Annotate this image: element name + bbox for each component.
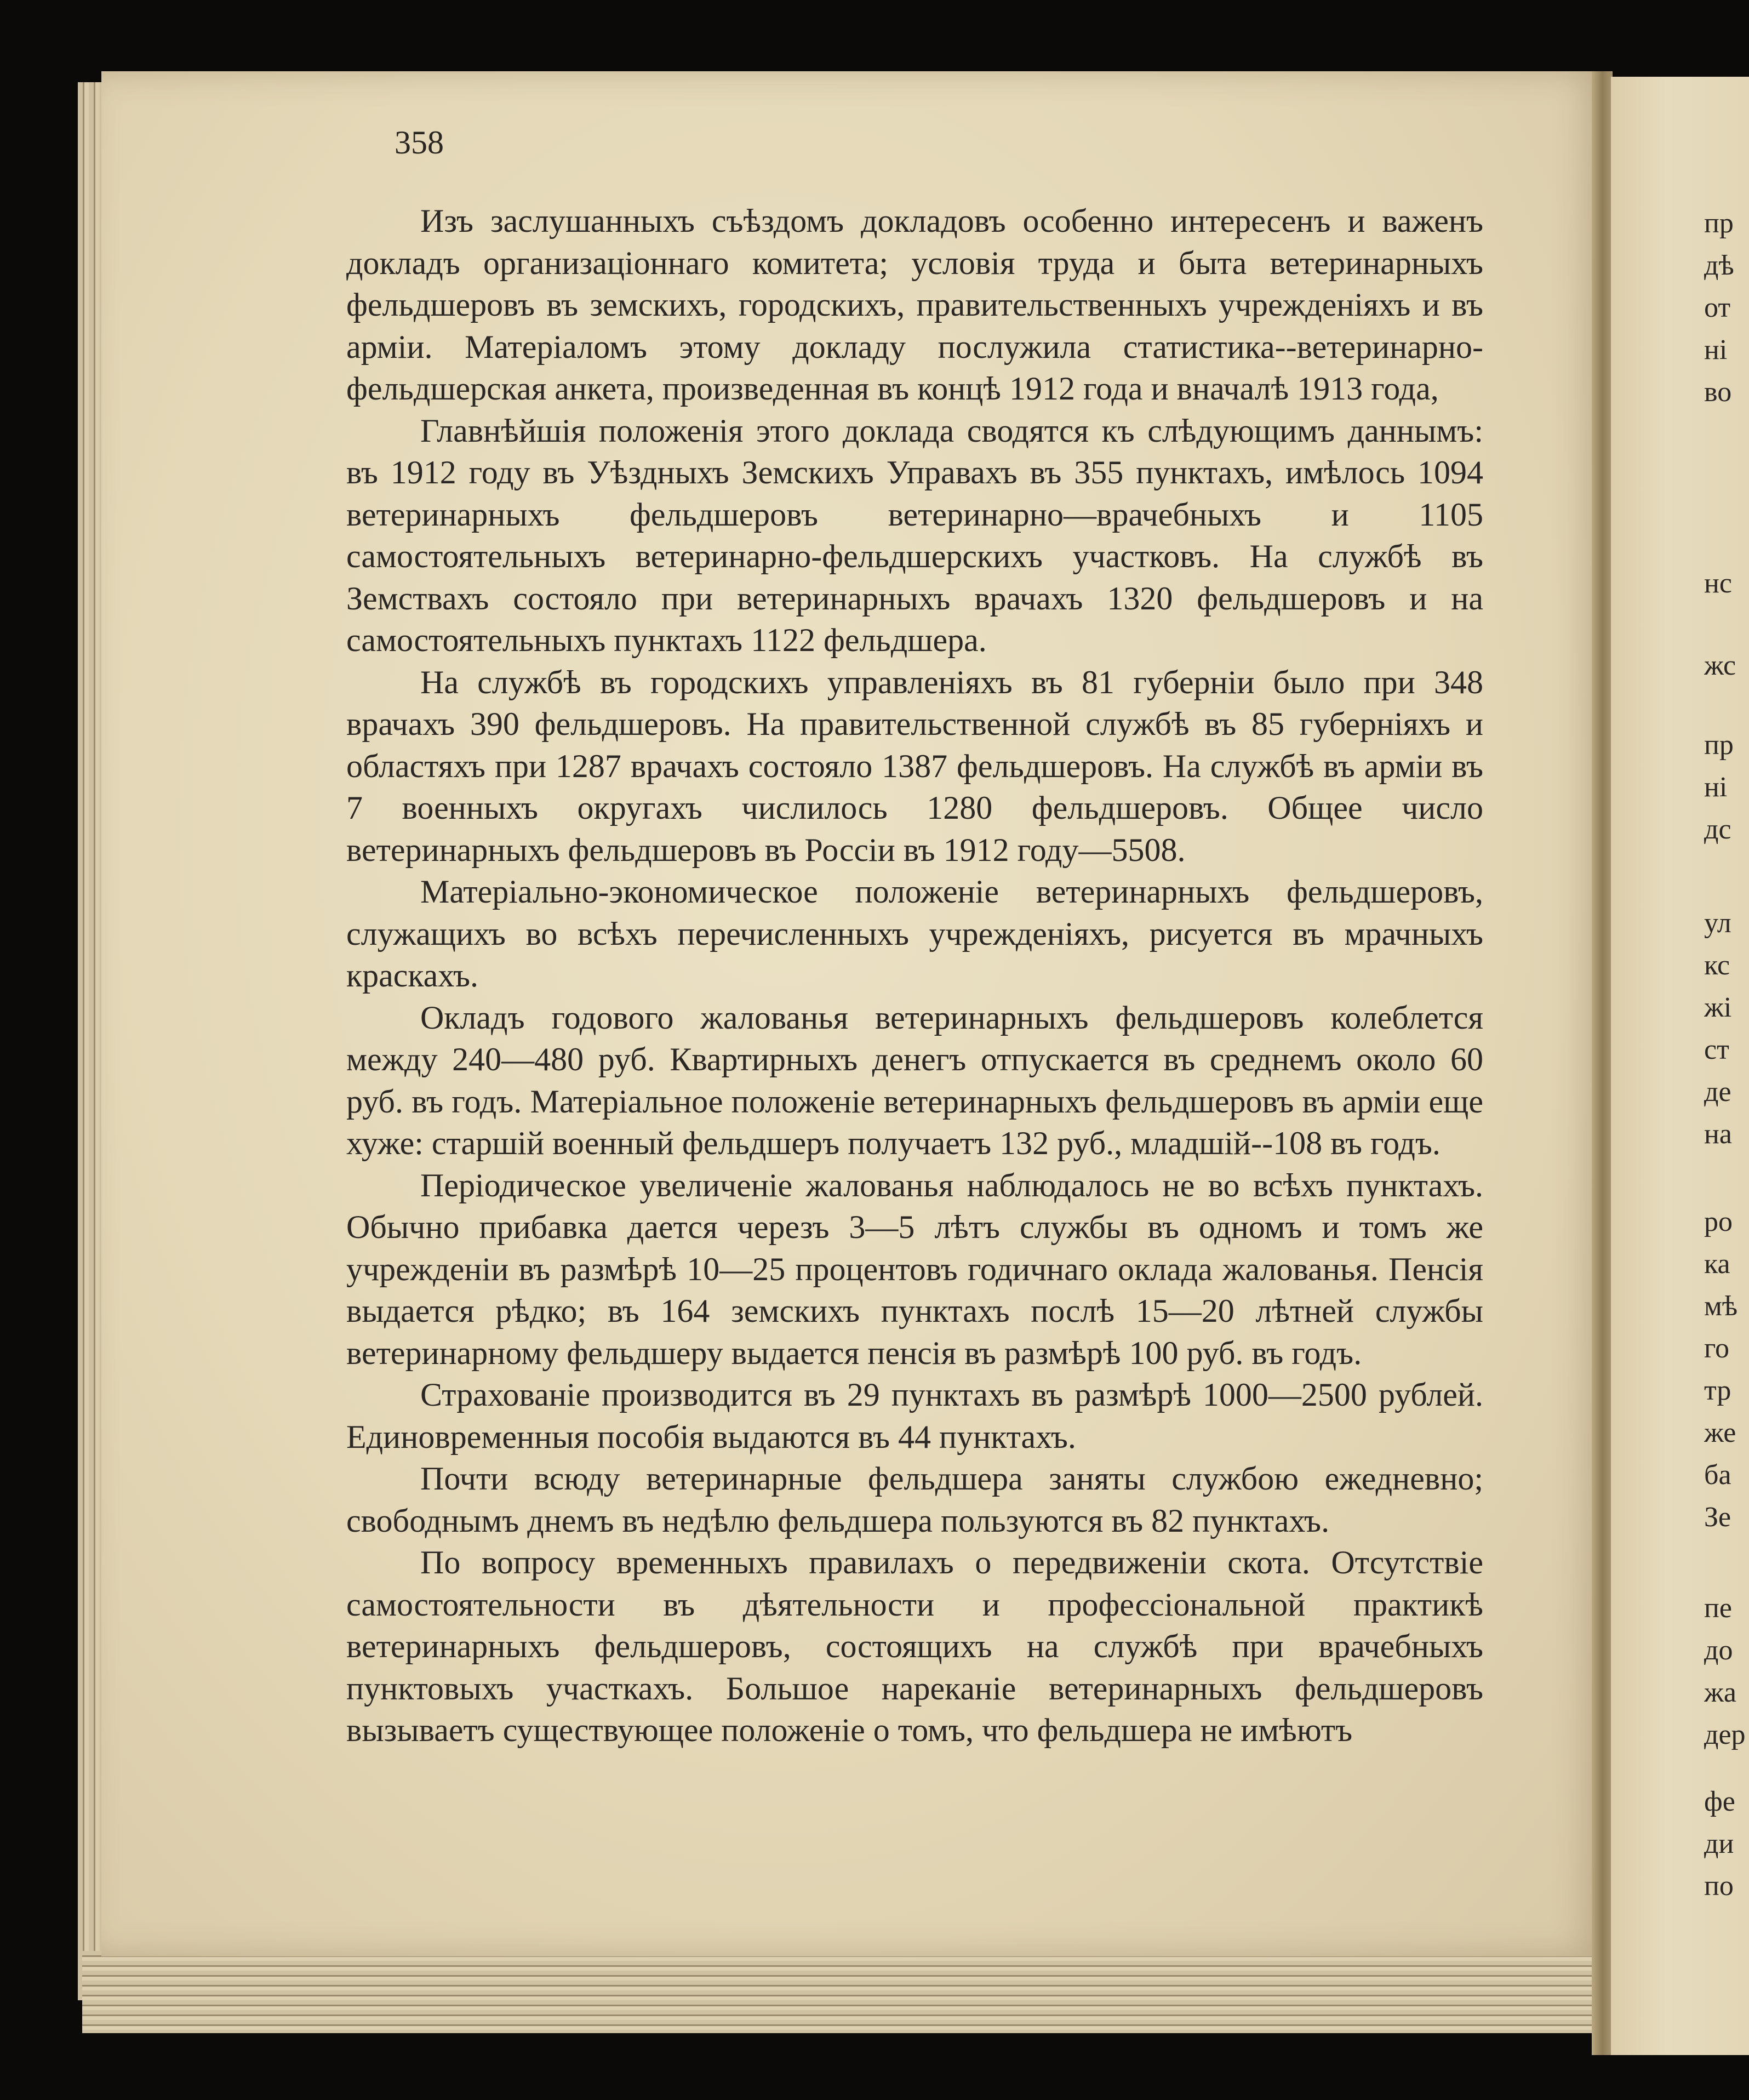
paragraph: Окладъ годового жалованья ветеринарныхъ фельдшеровъ колеблется между 240—480 руб. Квартирныхъ денегъ отпускается въ среднемъ около 60 руб. въ годъ. Матеріальное положеніе ветеринарныхъ фельдшеровъ въ арміи еще хуже: старшій военный фельдшеръ получаетъ 132 руб., младшій--108 въ годъ.	[346, 999, 1483, 1161]
right-page-line-fragment: во	[1704, 376, 1732, 408]
right-page-line-fragment: ро	[1704, 1206, 1733, 1237]
right-page-line-fragment: дс	[1704, 814, 1731, 845]
right-page-line-fragment: ка	[1704, 1248, 1730, 1280]
right-page-line-fragment: мѣ	[1704, 1291, 1738, 1322]
paragraph: Изъ заслушанныхъ съѣздомъ докладовъ особенно интересенъ и важенъ докладъ организаціоннаго комитета; условія труда и быта ветеринарныхъ фельдшеровъ въ земскихъ, городскихъ, правительственныхъ учрежденіяхъ и въ арміи. Матеріаломъ этому докладу послужила статистика--ветеринарно-фельдшерская анкета, произведенная въ концѣ 1912 года и вначалѣ 1913 года,	[346, 203, 1483, 407]
right-page-line-fragment: ні	[1704, 772, 1728, 803]
paragraph: Главнѣйшія положенія этого доклада сводятся къ слѣдующимъ даннымъ: въ 1912 году въ Уѣздныхъ Земскихъ Управахъ въ 355 пунктахъ, имѣлось 1094 ветеринарныхъ фельдшеровъ ветеринарно—врачебныхъ и 1105 самостоятельныхъ ветеринарно-фельдшерскихъ участковъ. На службѣ въ Земствахъ состояло при ветеринарныхъ врачахъ 1320 фельдшеровъ и на самостоятельныхъ пунктахъ 1122 фельдшера.	[346, 412, 1483, 658]
paragraph: По вопросу временныхъ правилахъ о передвиженіи скота. Отсутствіе самостоятельности въ дѣятельности и профессіональной практикѣ ветеринарныхъ фельдшеровъ, состоящихъ на службѣ при врачебныхъ пунктовыхъ участкахъ. Большое нареканіе ветеринарныхъ фельдшеровъ вызываетъ существующее положеніе о томъ, что фельдшера не имѣютъ	[346, 1544, 1483, 1748]
right-page-line-fragment: тр	[1704, 1375, 1731, 1406]
right-page-line-fragment: фе	[1704, 1786, 1735, 1817]
right-page-line-fragment: от	[1704, 292, 1731, 323]
right-page-line-fragment: по	[1704, 1870, 1734, 1902]
page-number: 358	[395, 124, 444, 161]
right-page-line-fragment: жс	[1704, 650, 1736, 681]
right-page-line-fragment: пр	[1704, 208, 1734, 239]
right-page-line-fragment: дер	[1704, 1719, 1746, 1750]
paragraph: Матеріально-экономическое положеніе ветеринарныхъ фельдшеровъ, служащихъ во всѣхъ перечисленныхъ учрежденіяхъ, рисуется въ мрачныхъ краскахъ.	[346, 874, 1483, 994]
right-page-line-fragment: на	[1704, 1119, 1732, 1150]
right-page-line-fragment: ст	[1704, 1034, 1729, 1065]
right-page-line-fragment: до	[1704, 1635, 1733, 1666]
right-page-line-fragment: го	[1704, 1333, 1730, 1364]
right-page-line-fragment: ди	[1704, 1828, 1734, 1859]
right-page-line-fragment: же	[1704, 1417, 1736, 1448]
right-page-line-fragment: пе	[1704, 1593, 1732, 1624]
paragraph: Страхованіе производится въ 29 пунктахъ въ размѣрѣ 1000—2500 рублей. Единовременныя пособія выдаются въ 44 пунктахъ.	[346, 1377, 1483, 1455]
right-page-line-fragment: ул	[1704, 908, 1731, 939]
paragraph: Почти всюду ветеринарные фельдшера заняты службою ежедневно; свободнымъ днемъ въ недѣлю фельдшера пользуются въ 82 пунктахъ.	[346, 1460, 1483, 1539]
right-page-line-fragment: Зе	[1704, 1502, 1731, 1533]
right-page-line-fragment: нс	[1704, 568, 1732, 599]
right-page-line-fragment: ба	[1704, 1459, 1731, 1491]
right-page-line-fragment: жа	[1704, 1677, 1737, 1708]
right-page-line-fragment: кс	[1704, 950, 1730, 981]
right-page-line-fragment: де	[1704, 1076, 1731, 1108]
right-page-line-fragment: жі	[1704, 992, 1732, 1023]
paragraph: На службѣ въ городскихъ управленіяхъ въ 81 губерніи было при 348 врачахъ 390 фельдшеровъ. На правительственной службѣ въ 85 губерніяхъ и областяхъ при 1287 врачахъ состояло 1387 фельдшеровъ. На службѣ въ арміи въ 7 военныхъ округахъ числилось 1280 фельдшеровъ. Общее число ветеринарныхъ фельдшеровъ въ Россіи въ 1912 году—5508.	[346, 664, 1483, 868]
paragraph: Періодическое увеличеніе жалованья наблюдалось не во всѣхъ пунктахъ. Обычно прибавка дается черезъ 3—5 лѣтъ службы въ одномъ и томъ же учрежденіи въ размѣрѣ 10—25 процентовъ годичнаго оклада жалованья. Пенсія выдается рѣдко; въ 164 земскихъ пунктахъ послѣ 15—20 лѣтней службы ветеринарному фельдшеру выдается пенсія въ размѣрѣ 100 руб. въ годъ.	[346, 1167, 1483, 1371]
right-page-line-fragment: ні	[1704, 334, 1728, 366]
right-page-line-fragment: дѣ	[1704, 250, 1734, 281]
right-page-line-fragment: пр	[1704, 729, 1734, 761]
